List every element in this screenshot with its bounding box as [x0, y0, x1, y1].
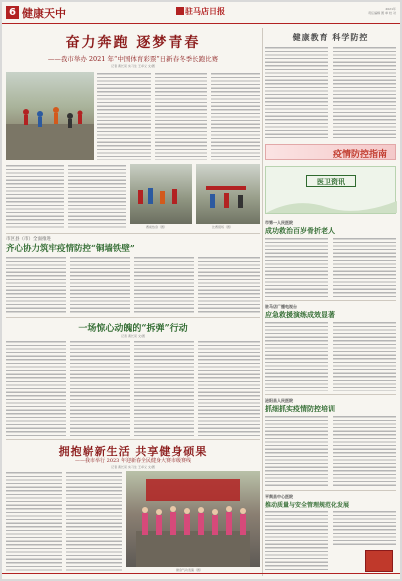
sidebar-banner: 健康教育 科学防控: [292, 32, 369, 42]
mid-headline: 齐心协力筑牢疫情防控“铜墙铁壁”: [6, 244, 135, 254]
caption-warmup: 赛前热身（图）: [146, 225, 168, 229]
mid-body-2: [70, 256, 130, 314]
leaf-decoration-icon: [266, 193, 397, 213]
item4-body-1: [265, 510, 328, 572]
action-headline: 一场惊心动魄的“拆弹”行动: [78, 324, 188, 334]
feature-body-1: [97, 72, 151, 160]
divider: [265, 394, 396, 395]
race-photo: [196, 164, 260, 224]
header-info: 2021年 责任编辑 图 单 校 对: [368, 7, 396, 15]
action-body-2: [70, 340, 130, 436]
feature-headline: 奋力奔跑 逐梦青春: [65, 35, 201, 51]
feature-subheadline: ——我市举办 2021 年“中国体育彩票”日新春冬季长跑比赛: [47, 55, 219, 63]
running-photo: [6, 72, 94, 160]
item1-body-1: [265, 237, 328, 297]
banner-body-1: [265, 46, 328, 138]
item4-kicker: 平舆县中心医院: [265, 494, 293, 499]
item2-headline: 应急救援演练成效显著: [265, 310, 335, 319]
page-header: [2, 2, 400, 24]
epidemic-guide-title: 疫情防控指南: [332, 150, 387, 160]
item1-kicker: 市第一人民医院: [265, 220, 293, 225]
mid-body-3: [134, 256, 194, 314]
caption-performance: 健身气功表演（图）: [176, 568, 204, 572]
epidemic-guide-banner: [265, 144, 396, 160]
bottom-body-2: [66, 471, 122, 571]
bottom-body-1: [6, 471, 62, 571]
divider: [6, 233, 260, 234]
item3-body-2: [333, 415, 396, 487]
divider: [6, 439, 260, 440]
item2-body-1: [265, 321, 328, 391]
mid-kicker: 市区县（市）全面推进: [6, 237, 51, 242]
action-byline: 记者 黄长亮 文/图: [121, 334, 145, 338]
race-illustration: [196, 164, 260, 224]
newspaper-page: [2, 2, 400, 579]
bottom-subheadline: ——我市举行 2023 年迎新春全民健身大赛市级赛线: [75, 458, 191, 464]
divider: [6, 317, 260, 318]
bottom-byline: 记者 黄长亮 实习生 王卓义 文/图: [111, 465, 155, 469]
caption-race: 比赛现场（图）: [212, 225, 234, 229]
warmup-illustration: [130, 164, 192, 224]
divider: [265, 490, 396, 491]
paper-logo: 驻马店日报: [176, 6, 225, 17]
feature-byline: 记者 黄长亮 实习生 王卓义 文/图: [111, 64, 155, 68]
health-news-box: [265, 166, 396, 214]
section-title: 健康天中: [22, 7, 66, 20]
action-body-4: [198, 340, 260, 436]
logo-icon: [176, 7, 184, 15]
sidebar: [265, 28, 396, 576]
bottom-headline: 拥抱崭新生活 共享健身硕果: [58, 445, 208, 458]
item2-body-2: [333, 321, 396, 391]
feature-body-5: [68, 164, 126, 228]
item4-headline: 推动质量与安全管理规范化发展: [265, 502, 350, 509]
item4-body-2: [333, 510, 396, 546]
feature-body-3: [211, 72, 260, 160]
warmup-photo: [130, 164, 192, 224]
item1-headline: 成功救治百岁骨折老人: [265, 226, 335, 235]
feature-body-2: [155, 72, 207, 160]
performance-photo: [126, 471, 260, 567]
divider: [265, 300, 396, 301]
box-title: 医卫资讯: [306, 175, 356, 187]
column-separator: [262, 28, 263, 576]
mid-body-1: [6, 256, 66, 314]
performance-illustration: [126, 471, 260, 567]
page-number: 6: [6, 6, 19, 19]
emblem-stamp: [365, 550, 393, 572]
action-body-1: [6, 340, 66, 436]
action-body-3: [134, 340, 194, 436]
item3-body-1: [265, 415, 328, 487]
item1-body-2: [333, 237, 396, 297]
feature-body-4: [6, 164, 64, 228]
banner-body-2: [333, 46, 396, 138]
item2-kicker: 驻马店广播电视台: [265, 304, 297, 309]
page-footer: [2, 573, 400, 579]
mid-body-4: [198, 256, 260, 314]
item3-kicker: 泌阳县人民医院: [265, 398, 293, 403]
runners-illustration: [6, 72, 94, 160]
item3-headline: 抓细抓实疫情防控培训: [265, 404, 335, 413]
